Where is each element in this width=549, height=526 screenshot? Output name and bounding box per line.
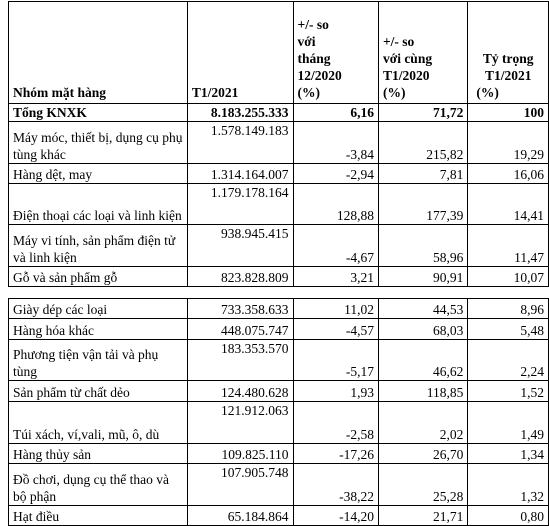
row-value: 448.075.747 [187, 319, 293, 340]
row-value: 109.825.110 [187, 444, 293, 464]
table-row [9, 299, 549, 319]
row-vs-jan: 177,39 [378, 184, 467, 225]
header-vs-dec-line-4: 12/2020 [297, 68, 342, 83]
table-row [9, 267, 549, 287]
header-share-line-1: Tỷ trọng [482, 51, 534, 66]
row-value: 121.912.063 [187, 402, 293, 444]
table-row [9, 381, 549, 402]
table-row [9, 319, 549, 340]
table-row [9, 184, 549, 225]
table-row [9, 506, 549, 526]
row-vs-jan: 58,96 [378, 225, 467, 267]
total-vs-dec: 6,16 [293, 104, 378, 122]
header-t1-2021-label: T1/2021 [191, 85, 239, 100]
row-name: Phương tiện vận tải và phụ tùng [9, 340, 188, 381]
row-value: 1.578.149.183 [187, 122, 293, 164]
row-name: Hàng hóa khác [9, 319, 188, 340]
row-share: 8,96 [468, 299, 549, 319]
row-name: Sản phẩm từ chất dẻo [9, 381, 188, 402]
row-vs-dec: 11,02 [293, 299, 378, 319]
export-by-commodity-table [8, 1, 549, 526]
row-vs-jan: 2,02 [378, 402, 467, 444]
header-vs-jan-line-1: +/- so [382, 34, 415, 49]
header-share [468, 2, 549, 104]
header-vs-jan-2020 [378, 2, 467, 104]
row-vs-dec: -2,58 [293, 402, 378, 444]
row-value: 183.353.570 [187, 340, 293, 381]
header-vs-jan-line-3: T1/2020 [382, 68, 430, 83]
row-name: Máy vi tính, sản phẩm điện tử và linh kiện [9, 225, 188, 267]
header-share-line-2: T1/2021 [484, 68, 532, 83]
row-name: Điện thoại các loại và linh kiện [9, 184, 188, 225]
row-name: Hạt điều [9, 506, 188, 526]
table-gap [9, 287, 549, 299]
row-value: 1.314.164.007 [187, 164, 293, 184]
header-vs-dec-line-3: tháng [297, 51, 331, 66]
header-commodity-group [9, 2, 188, 104]
row-share: 5,48 [468, 319, 549, 340]
row-share: 14,41 [468, 184, 549, 225]
row-value: 938.945.415 [187, 225, 293, 267]
row-name: Hàng dệt, may [9, 164, 188, 184]
row-vs-dec: -4,67 [293, 225, 378, 267]
row-share: 16,06 [468, 164, 549, 184]
total-name: Tổng KNXK [9, 104, 188, 122]
row-vs-dec: -38,22 [293, 464, 378, 506]
row-vs-dec: -2,94 [293, 164, 378, 184]
total-share: 100 [468, 104, 549, 122]
row-share: 0,80 [468, 506, 549, 526]
row-share: 10,07 [468, 267, 549, 287]
row-name: Đồ chơi, dụng cụ thể thao và bộ phận [9, 464, 188, 506]
table-row [9, 164, 549, 184]
row-vs-jan: 21,71 [378, 506, 467, 526]
table-row [9, 464, 549, 506]
row-value: 1.179.178.164 [187, 184, 293, 225]
header-row [9, 2, 549, 104]
row-value: 124.480.628 [187, 381, 293, 402]
row-name: Túi xách, ví,vali, mũ, ô, dù [9, 402, 188, 444]
row-value: 107.905.748 [187, 464, 293, 506]
row-vs-jan: 118,85 [378, 381, 467, 402]
table-row [9, 225, 549, 267]
header-commodity-group-label: Nhóm mặt hàng [13, 85, 107, 100]
table-row [9, 122, 549, 164]
table-row [9, 340, 549, 381]
table-gap-cell [9, 287, 549, 299]
row-share: 2,24 [468, 340, 549, 381]
header-vs-jan-line-2: với cùng [382, 51, 433, 66]
row-vs-jan: 44,53 [378, 299, 467, 319]
row-vs-dec: -14,20 [293, 506, 378, 526]
row-share: 19,29 [468, 122, 549, 164]
row-vs-dec: 128,88 [293, 184, 378, 225]
row-vs-dec: -4,57 [293, 319, 378, 340]
row-value: 733.358.633 [187, 299, 293, 319]
header-vs-dec-line-5: (%) [297, 85, 321, 100]
row-name: Máy móc, thiết bị, dụng cụ phụ tùng khác [9, 122, 188, 164]
row-name: Gỗ và sản phẩm gỗ [9, 267, 188, 287]
row-value: 65.184.864 [187, 506, 293, 526]
row-vs-jan: 26,70 [378, 444, 467, 464]
table-row [9, 444, 549, 464]
row-vs-jan: 215,82 [378, 122, 467, 164]
header-t1-2021 [187, 2, 293, 104]
row-share: 1,34 [468, 444, 549, 464]
table-row [9, 402, 549, 444]
row-name: Giày dép các loại [9, 299, 188, 319]
row-vs-dec: 1,93 [293, 381, 378, 402]
row-vs-jan: 90,91 [378, 267, 467, 287]
row-share: 1,49 [468, 402, 549, 444]
total-row [9, 104, 549, 122]
row-vs-dec: -3,84 [293, 122, 378, 164]
row-vs-dec: 3,21 [293, 267, 378, 287]
row-vs-jan: 25,28 [378, 464, 467, 506]
row-share: 1,32 [468, 464, 549, 506]
row-vs-dec: -5,17 [293, 340, 378, 381]
row-share: 1,52 [468, 381, 549, 402]
row-name: Hàng thủy sản [9, 444, 188, 464]
header-share-line-3: (%) [476, 85, 499, 100]
row-vs-jan: 46,62 [378, 340, 467, 381]
header-vs-dec-line-2: với [297, 34, 316, 49]
row-value: 823.828.809 [187, 267, 293, 287]
row-vs-dec: -17,26 [293, 444, 378, 464]
header-vs-dec-2020 [293, 2, 378, 104]
total-value: 8.183.255.333 [187, 104, 293, 122]
row-share: 11,47 [468, 225, 549, 267]
header-vs-dec-line-1: +/- so [297, 17, 329, 32]
row-vs-jan: 68,03 [378, 319, 467, 340]
row-vs-jan: 7,81 [378, 164, 467, 184]
header-vs-jan-line-4: (%) [382, 85, 406, 100]
total-vs-jan: 71,72 [378, 104, 467, 122]
